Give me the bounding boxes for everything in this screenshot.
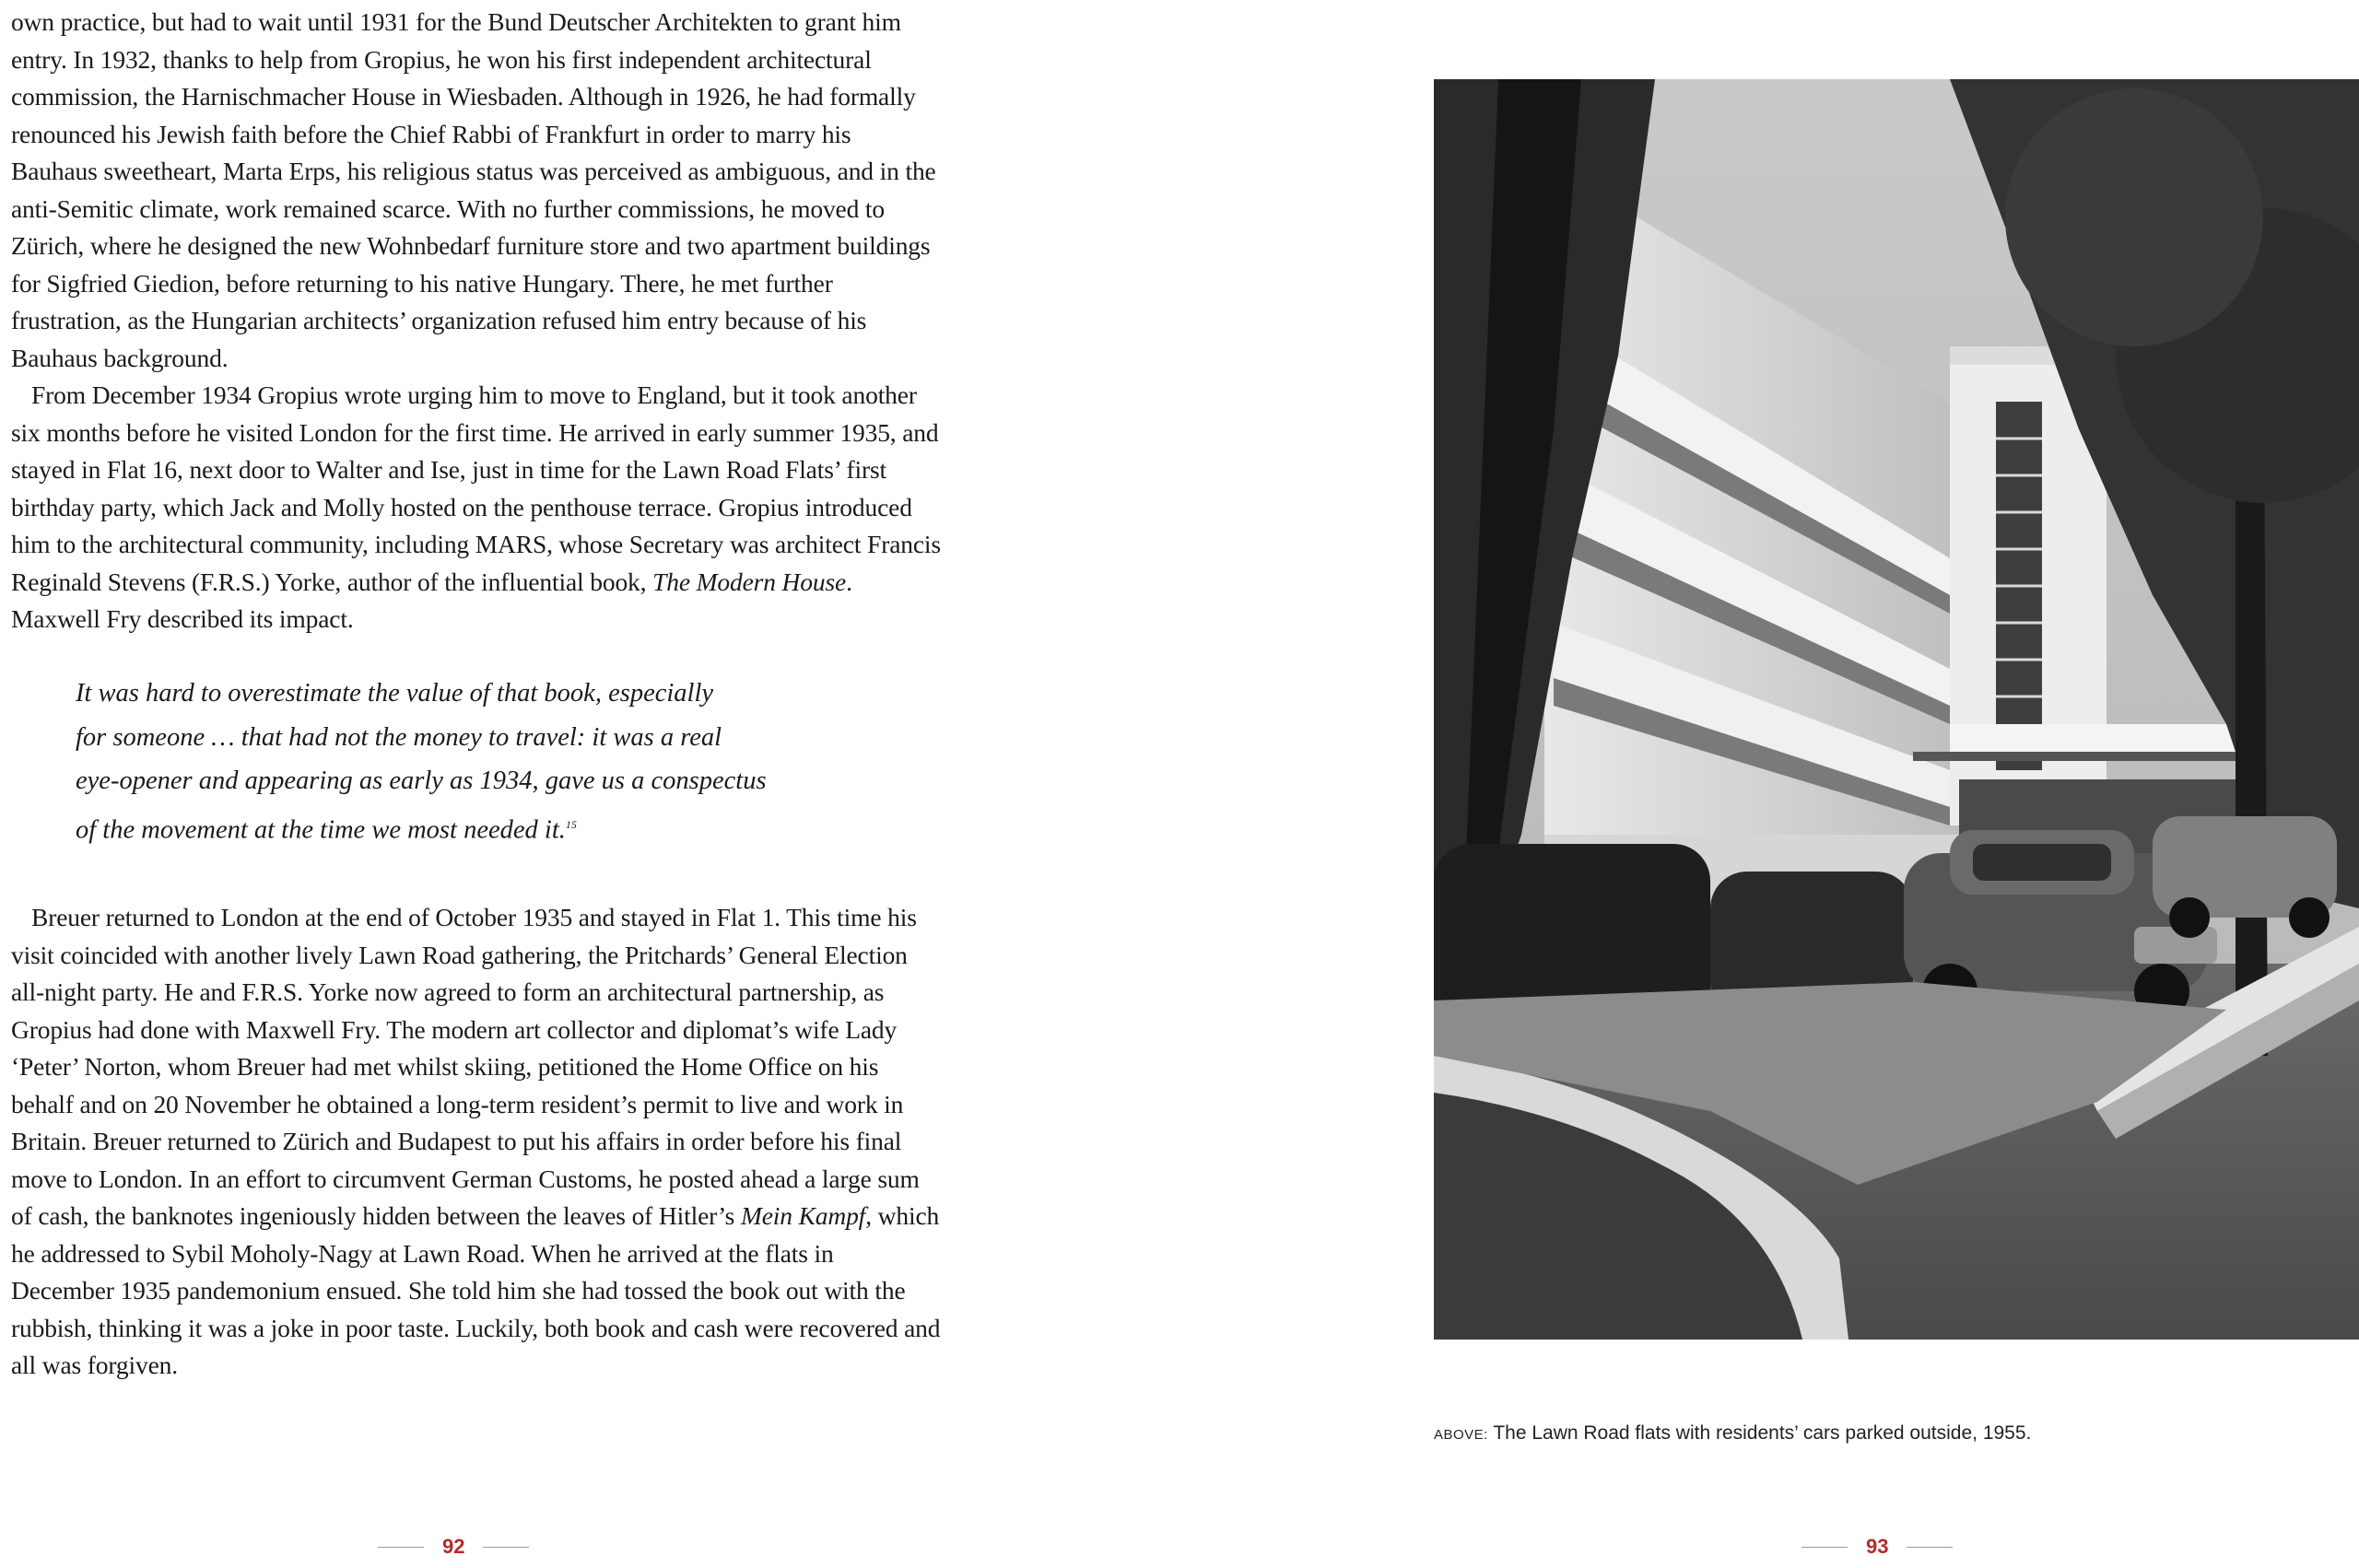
folio-rule bbox=[1907, 1547, 1953, 1548]
quote-line: of the movement at the time we most needed it. bbox=[76, 815, 566, 844]
quote-line: It was hard to overestimate the value of that book, especially bbox=[76, 679, 714, 708]
footnote-reference: 15 bbox=[565, 817, 577, 831]
folio-rule bbox=[378, 1547, 424, 1548]
quote-line-last bbox=[76, 803, 859, 852]
paragraph-2-end: . Maxwell Fry described its impact. bbox=[11, 567, 852, 633]
book-title-modern-house: The Modern House bbox=[652, 567, 847, 596]
page-number: 92 bbox=[442, 1535, 465, 1558]
book-title-mein-kampf: Mein Kampf bbox=[740, 1201, 866, 1230]
page-number: 93 bbox=[1866, 1535, 1889, 1558]
page-number-left bbox=[378, 1535, 529, 1559]
quote-line: for someone … that had not the money to travel: it was a real bbox=[76, 722, 722, 752]
caption-label: ABOVE: bbox=[1434, 1427, 1488, 1443]
folio-rule bbox=[483, 1547, 529, 1548]
photo-caption bbox=[1434, 1422, 2355, 1445]
block-quote bbox=[76, 672, 859, 852]
photo-illustration bbox=[1434, 79, 2359, 1340]
building-photo bbox=[1434, 79, 2359, 1340]
page-number-right bbox=[1802, 1535, 1953, 1559]
caption-text: The Lawn Road flats with residents’ cars parked outside, 1955. bbox=[1493, 1422, 2032, 1444]
body-paragraph-1: own practice, but had to wait until 1931 for the Bund Deutscher Architekten to grant him entry. In 1932, thanks to help from Gropius, he won his first independent architectural commission, the Harnischmacher House in Wiesbaden. Although in 1926, he had formally renounced his Jewish faith before the Chief Rabbi of Frankfurt in order to marry his Bauhaus sweetheart, Marta Erps, his religious status was perceived as ambiguous, and in the anti-Semitic climate, work remained scarce. With no further commissions, he moved to Zürich, where he designed the new Wohnbedarf furniture store and two apartment buildings for Sigfried Giedion, before returning to his native Hungary. There, he met further frustration, as the Hungarian architects’ organization refused him entry because of his Bauhaus background. bbox=[11, 7, 936, 372]
paragraph-3-end: , which he addressed to Sybil Moholy-Nagy at Lawn Road. When he arrived at the flats in December 1935 pandemonium ensued. She told him she had tossed the book out with the rubbish, thinking it was a joke in poor taste. Luckily, both book and cash were recovered and all was forgiven. bbox=[11, 1201, 941, 1379]
paragraph-2-text: From December 1934 Gropius wrote urging him to move to England, but it took another six months before he visited London for the first time. He arrived in early summer 1935, and stayed in Flat 16, next door to Walter and Ise, just in time for the Lawn Road Flats’ first birthday party, which Jack and Molly hosted on the penthouse terrace. Gropius introduced him to the architectural community, including MARS, whose Secretary was architect Francis Reginald Stevens (F.R.S.) Yorke, author of the influential book, bbox=[11, 380, 941, 596]
paragraph-3-text: Breuer returned to London at the end of October 1935 and stayed in Flat 1. This time his visit coincided with another lively Lawn Road gathering, the Pritchards’ General Election all-night party. He and F.R.S. Yorke now agreed to form an architectural partnership, as Gropius had done with Maxwell Fry. The modern art collector and diplomat’s wife Lady ‘Peter’ Norton, whom Breuer had met whilst skiing, petitioned the Home Office on his behalf and on 20 November he obtained a long-term resident’s permit to live and work in Britain. Breuer returned to Zürich and Budapest to put his affairs in order before his final move to London. In an effort to circumvent German Customs, he posted ahead a large sum of cash, the banknotes ingeniously hidden between the leaves of Hitler’s bbox=[11, 903, 920, 1230]
right-page bbox=[1180, 0, 2359, 1568]
body-paragraph-2 bbox=[11, 377, 942, 638]
folio-rule bbox=[1802, 1547, 1848, 1548]
body-paragraph-3 bbox=[11, 899, 942, 1385]
quote-line: eye-opener and appearing as early as 1934, gave us a conspectus bbox=[76, 766, 767, 795]
